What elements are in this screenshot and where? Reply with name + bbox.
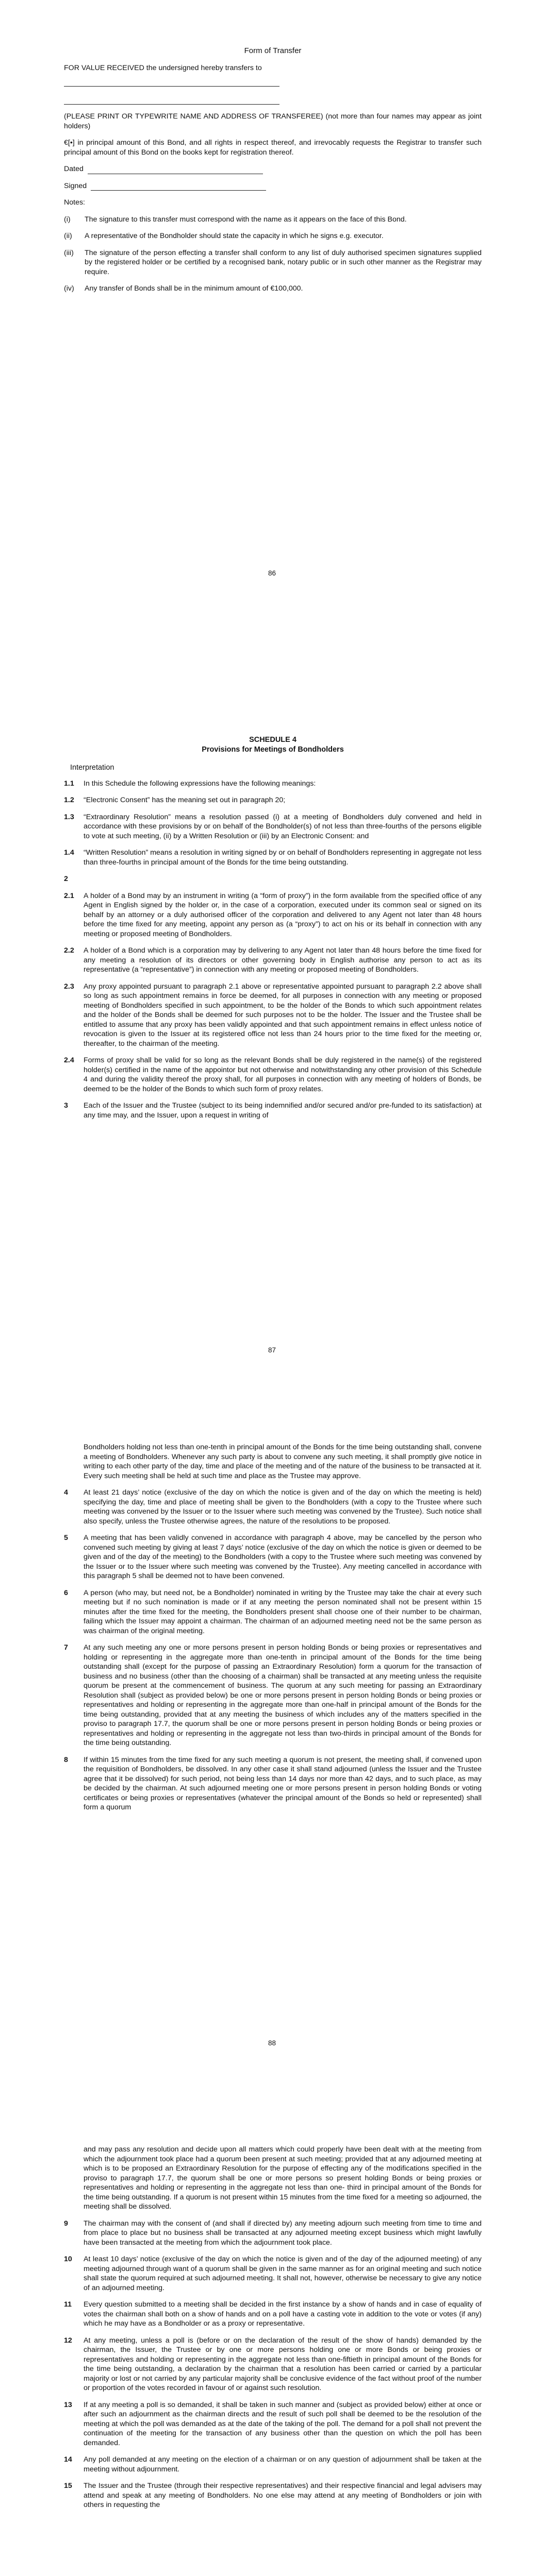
paragraph-number: 15 <box>64 2482 72 2490</box>
page-number: 87 <box>268 1346 276 1354</box>
paragraph-number: 1.4 <box>64 849 74 857</box>
paragraph-text: At any such meeting any one or more persons present in person holding Bonds or being proxies or representatives and holding or representing in the aggregate more than one-tenth in principal amount of the Bonds for the time being outstanding shall (except for the purpose of passing an Extraordinary Resolution) form a quorum for the transaction of business and no business (other than the choosing of a chairman) shall be transacted at any meeting unless the requisite quorum be present at the commencement of business. The quorum at any such meeting for passing an Extraordinary Resolution shall (subject as provided below) be one or more persons present in person holding Bonds or being proxies or representatives and holding or representing in the aggregate more than one-half in principal amount of the Bonds for the time being outstanding, provided that at any meeting the business of which includes any of the matters specified in the proviso to paragraph 17.7, the quorum shall be one or more persons present in person holding Bonds or being proxies or representatives and holding or representing in the aggregate not less than two-thirds in principal amount of the Bonds for the time being outstanding. <box>84 1643 482 1747</box>
paragraph <box>64 2455 482 2474</box>
schedule-title: Provisions for Meetings of Bondholders <box>202 745 344 754</box>
paragraph-text: Every question submitted to a meeting shall be decided in the first instance by a show of hands and in case of equality of votes the chairman shall both on a show of hands and on a poll have a casting vote in addition to the vote or votes (if any) which he may have as a Bondholder or as a proxy or representative. <box>84 2300 482 2328</box>
paragraph <box>64 1588 482 1636</box>
form-title: Form of Transfer <box>244 46 302 55</box>
paragraph-text: Each of the Issuer and the Trustee (subject to its being indemnified and/or secured and/or pre-funded to its satisfaction) at any time may, and the Issuer, upon a request in writing of <box>84 1101 482 1120</box>
page-number: 88 <box>268 2039 276 2047</box>
page-number: 86 <box>268 569 276 577</box>
paragraph-text: The Issuer and the Trustee (through their respective representatives) and their respective financial and legal advisers may attend and speak at any meeting of Bondholders. No one else may attend at any meeting of Bondholders or join with others in requesting the <box>84 2482 482 2509</box>
paragraph-text <box>84 874 482 884</box>
paragraph-number: 2.4 <box>64 1056 74 1064</box>
note-text: A representative of the Bondholder should state the capacity in which he signs e.g. executor. <box>85 232 384 240</box>
paragraph <box>64 1643 482 1748</box>
page-1 <box>0 0 544 703</box>
paragraph-number: 1.1 <box>64 779 74 788</box>
paragraph-text: A person (who may, but need not, be a Bondholder) nominated in writing by the Trustee may take the chair at every such meeting but if no such nomination is made or if at any meeting the person nominated shall not be present within 15 minutes after the time fixed for the meeting, the Bondholders present shall choose one of their number to be chairman, failing which the Issuer may appoint a chairman. The chairman of an adjourned meeting need not be the same person as was chairman of the original meeting. <box>84 1588 482 1635</box>
note-item <box>64 284 482 294</box>
note-ref: (i) <box>64 215 71 224</box>
paragraph <box>64 848 482 867</box>
note-item <box>64 248 482 277</box>
note-item <box>64 215 482 225</box>
paragraph <box>64 982 482 1049</box>
page-4 <box>0 2110 544 2576</box>
notes-label: Notes: <box>64 198 86 207</box>
paragraph <box>64 779 482 789</box>
paragraph <box>64 1755 482 1812</box>
paragraph-number: 7 <box>64 1643 68 1652</box>
paragraph-number: 10 <box>64 2255 72 2263</box>
page-2 <box>0 703 544 1406</box>
paragraph <box>64 812 482 841</box>
paragraph-number: 4 <box>64 1488 68 1497</box>
paragraph-number: 2.3 <box>64 982 74 991</box>
continued-paragraph: and may pass any resolution and decide upon all matters which could properly have been dealt with at the meeting from which the adjournment took place had a quorum been present at such meeting; provided that at any adjourned meeting at which is to be proposed an Extraordinary Resolution for the purpose of effecting any of the modifications specified in the proviso to paragraph 17.7, the quorum shall be one or more persons so present holding Bonds or being proxies or representatives and holding or representing in the aggregate not less than one- third in principal amount of the Bonds for the time being outstanding. If a quorum is not present within 15 minutes from the time fixed for a meeting so adjourned, the meeting shall be dissolved. <box>84 2145 482 2211</box>
paragraph-number: 14 <box>64 2455 72 2464</box>
note-text: The signature of the person effecting a transfer shall conform to any list of duly authorised specimen signatures supplied by the registered holder or be certified by a recognised bank, notary public or in such other manner as the Registrar may require. <box>85 248 482 276</box>
paragraph <box>64 2400 482 2448</box>
paragraph-number: 13 <box>64 2400 72 2409</box>
page-4-content <box>64 2145 482 2517</box>
paragraph-number: 11 <box>64 2300 72 2309</box>
paragraph <box>64 874 482 884</box>
transferee-line-1[interactable] <box>64 75 279 87</box>
paragraph-text: “Electronic Consent” has the meaning set out in paragraph 20; <box>84 796 286 804</box>
paragraph-text: At any meeting, unless a poll is (before or on the declaration of the result of the show of hands) demanded by the chairman, the Issuer, the Trustee or by one or more persons holding one or more Bonds or being proxies or representatives and holding or representing in the aggregate not less than one-fiftieth in principal amount of the Bonds for the time being outstanding, a declaration by the chairman that a resolution has been carried or carried by a particular majority or lost or not carried by any particular majority shall be conclusive evidence of the fact without proof of the number or proportion of the votes recorded in favour of or against such resolution. <box>84 2336 482 2392</box>
paragraph <box>64 2481 482 2510</box>
paragraph-text: A meeting that has been validly convened in accordance with paragraph 4 above, may be cancelled by the person who convened such meeting by giving at least 7 days’ notice (exclusive of the day on which the notice is given or deemed to be given and of the day of the meeting) to the Bondholders (with a copy to the Trustee where such meeting was convened by the Issuer or to the Issuer where such meeting was convened by the Trustee). Any meeting cancelled in accordance with this paragraph 5 shall be deemed not to have been convened. <box>84 1534 482 1580</box>
page-3 <box>0 1406 544 2110</box>
paragraph <box>64 2336 482 2393</box>
note-text: Any transfer of Bonds shall be in the minimum amount of €100,000. <box>85 284 303 293</box>
page-2-content <box>64 735 482 1127</box>
paragraph-text: A holder of a Bond which is a corporation may by delivering to any Agent not later than 48 hours before the time fixed for any meeting a resolution of its directors or other governing body in English authorise any person to act as its representative (a “representative”) in connection with any meeting or proposed meeting of Bondholders. <box>84 946 482 974</box>
paragraph <box>64 1533 482 1581</box>
paragraph-text: The chairman may with the consent of (and shall if directed by) any meeting adjourn such meeting from time to time and from place to place but no business shall be transacted at any adjourned meeting except business which might lawfully have been transacted at the meeting from which the adjournment took place. <box>84 2219 482 2247</box>
note-item <box>64 231 482 241</box>
paragraph <box>64 2300 482 2329</box>
paragraph <box>64 2255 482 2293</box>
paragraph-text: Any proxy appointed pursuant to paragraph 2.1 above or representative appointed pursuant to paragraph 2.2 above shall so long as such appointment remains in force be deemed, for all purposes in connection with any meeting or proposed meeting of Bondholders specified in such appointment, to be the holder of the Bonds to which such appointment relates and the holder of the Bonds shall be deemed for such purposes not to be the holder. The Issuer and the Trustee shall be entitled to assume that any proxy has been validly appointed and that such appointment remains in effect unless notice of revocation is given to the Issuer at its registered office not less than 24 hours prior to the time fixed for the meeting or, thereafter, to the chairman of the meeting. <box>84 982 482 1048</box>
paragraph <box>64 1101 482 1120</box>
note-ref: (iv) <box>64 284 74 293</box>
paragraph-number: 6 <box>64 1588 68 1597</box>
paragraph <box>64 2219 482 2248</box>
transferee-line-2[interactable] <box>64 94 279 105</box>
page-3-content <box>64 1443 482 1820</box>
paragraph-text: “Extraordinary Resolution” means a resolution passed (i) at a meeting of Bondholders duly convened and held in accordance with these provisions by or on behalf of the Bondholder(s) of not less than three-fourths of the persons eligible to vote at such meeting, (ii) by a Written Resolution or (iii) by an Electronic Consent: and <box>84 812 482 840</box>
dated-field[interactable] <box>64 164 482 174</box>
paragraph-text: A holder of a Bond may by an instrument in writing (a “form of proxy”) in the form available from the specified office of any Agent in English signed by the holder or, in the case of a corporation, executed under its common seal or signed on its behalf by an attorney or a duly authorised officer of the corporation and delivered to any Agent not later than 48 hours before the time fixed for any meeting, appoint any person as (a “proxy”) to act on his or its behalf in connection with any meeting or proposed meeting of Bondholders. <box>84 891 482 938</box>
note-ref: (ii) <box>64 232 72 240</box>
signed-label: Signed <box>64 181 87 190</box>
paragraph-number: 2.2 <box>64 946 74 955</box>
paragraph-text: Any poll demanded at any meeting on the election of a chairman or on any question of adjournment shall be taken at the meeting without adjournment. <box>84 2455 482 2473</box>
note-ref: (iii) <box>64 248 74 257</box>
paragraph-text: If at any meeting a poll is so demanded, it shall be taken in such manner and (subject as provided below) either at once or after such an adjournment as the chairman directs and the result of such poll shall be deemed to be the resolution of the meeting at which the poll was demanded as at the date of the taking of the poll. The demand for a poll shall not prevent the continuation of the meeting for the transaction of any business other than the question on which the poll has been demanded. <box>84 2400 482 2447</box>
paragraph-number: 3 <box>64 1101 68 1110</box>
paragraph <box>64 946 482 975</box>
paragraph-number: 1.2 <box>64 796 74 804</box>
paragraph-text: Forms of proxy shall be valid for so long as the relevant Bonds shall be duly registered in the name(s) of the registered holder(s) certified in the name of the appointor but not otherwise and notwithstanding any other provision of this Schedule 4 and during the validity thereof the proxy shall, for all purposes in connection with any meeting of holders of Bonds, be deemed to be the holder of the Bonds to which such form of proxy relates. <box>84 1056 482 1093</box>
paragraph <box>64 891 482 939</box>
paragraph-text: At least 21 days’ notice (exclusive of the day on which the notice is given and of the day on which the meeting is held) specifying the day, time and place of meeting shall be given to the Bondholders (with a copy to the Trustee where such meeting was convened by the Issuer or to the Issuer where such meeting was convened by the Trustee). Such notice shall also specify, unless the Trustee otherwise agrees, the nature of the resolutions to be proposed. <box>84 1488 482 1526</box>
principal-text: €[•] in principal amount of this Bond, and all rights in respect thereof, and irrevocably requests the Registrar to transfer such principal amount of this Bond on the books kept for registration thereof. <box>64 139 482 157</box>
paragraph <box>64 1056 482 1094</box>
paragraph <box>64 1488 482 1526</box>
interpretation-heading: Interpretation <box>70 764 114 772</box>
paragraph <box>64 795 482 805</box>
dated-label: Dated <box>64 165 84 173</box>
paragraph-text: If within 15 minutes from the time fixed for any such meeting a quorum is not present, the meeting shall, if convened upon the requisition of Bondholders, be dissolved. In any other case it shall stand adjourned (unless the Issuer and the Trustee agree that it be dissolved) for such period, not being less than 14 days nor more than 42 days, and to such place, as may be decided by the chairman. At such adjourned meeting one or more persons present in person holding Bonds or voting certificates or being proxies or representatives (whatever the principal amount of the Bonds so held or represented) shall form a quorum <box>84 1755 482 1811</box>
dated-line[interactable] <box>88 165 263 174</box>
paragraph-number: 9 <box>64 2219 68 2228</box>
paragraph-number: 12 <box>64 2336 72 2345</box>
paragraph-number: 8 <box>64 1755 68 1764</box>
continued-paragraph: Bondholders holding not less than one-tenth in principal amount of the Bonds for the time being outstanding shall, convene a meeting of Bondholders. Whenever any such party is about to convene any such meeting, it shall promptly give notice in writing to each other party of the day, time and place of the meeting and of the nature of the business to be transacted at it. Every such meeting shall be held at such time and place as the Trustee may approve. <box>84 1443 482 1480</box>
paragraph-number: 1.3 <box>64 812 74 821</box>
paragraph-number: 2.1 <box>64 891 74 900</box>
page-1-content <box>64 46 482 301</box>
paragraph-number: 2 <box>64 875 68 883</box>
notes-list <box>64 215 482 294</box>
note-text: The signature to this transfer must correspond with the name as it appears on the face of this Bond. <box>85 215 407 224</box>
paragraph-number: 5 <box>64 1534 68 1542</box>
paragraph-text: In this Schedule the following expressions have the following meanings: <box>84 779 316 788</box>
paragraph-text: At least 10 days’ notice (exclusive of the day on which the notice is given and of the day of the adjourned meeting) of any meeting adjourned through want of a quorum shall be given in the same manner as for an original meeting and such notice shall state the quorum required at such adjourned meeting. It shall not, however, otherwise be necessary to give any notice of an adjourned meeting. <box>84 2255 482 2292</box>
schedule-number: SCHEDULE 4 <box>249 736 296 744</box>
signed-field[interactable] <box>64 181 482 191</box>
please-print-text: (PLEASE PRINT OR TYPEWRITE NAME AND ADDRESS OF TRANSFEREE) (not more than four names may appear as joint holders) <box>64 112 482 130</box>
for-value-text: FOR VALUE RECEIVED the undersigned hereby transfers to <box>64 63 262 72</box>
signed-line[interactable] <box>91 182 266 191</box>
paragraph-text: “Written Resolution” means a resolution in writing signed by or on behalf of Bondholders representing in aggregate not less than three-fourths in principal amount of the Bonds for the time being outstanding. <box>84 849 482 867</box>
